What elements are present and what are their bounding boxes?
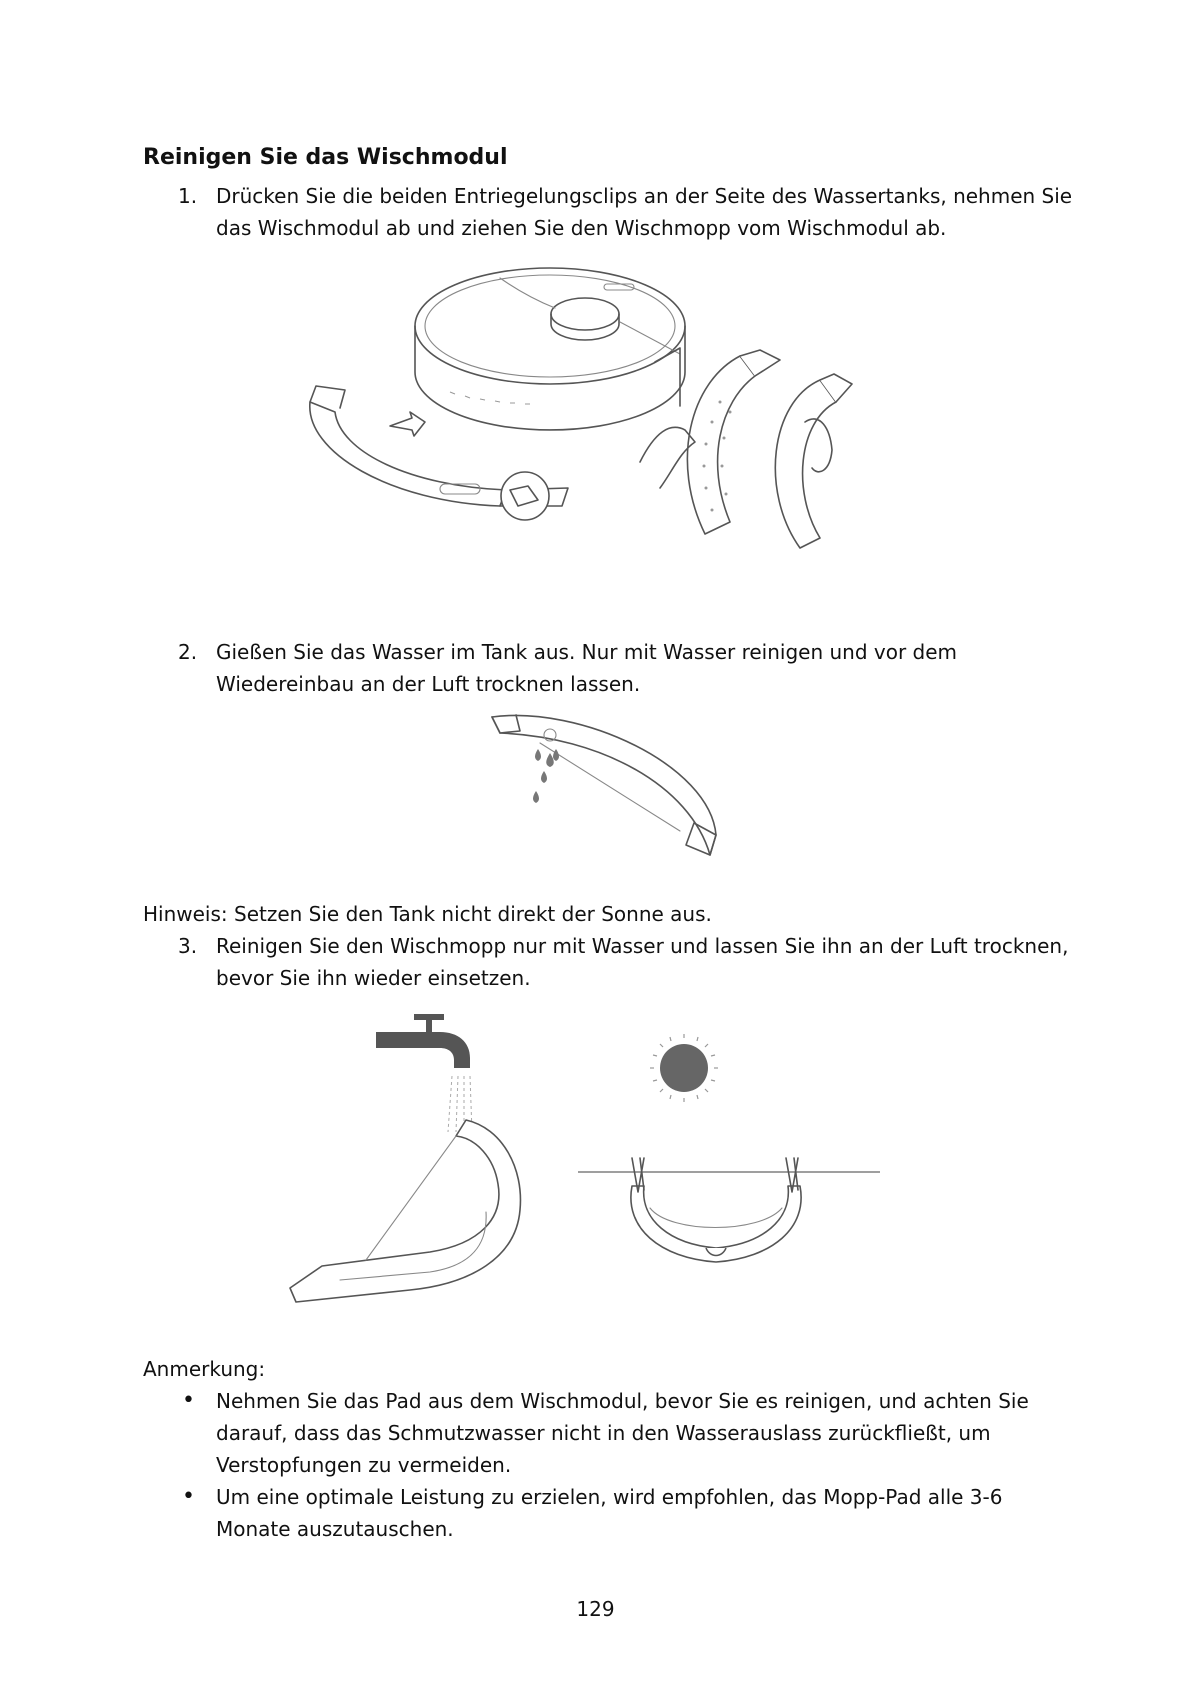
wash-and-dry-mop-illustration [280, 1008, 900, 1308]
page-number: 129 [576, 1597, 615, 1621]
mop-pad-right [775, 374, 852, 548]
bullet-text: Um eine optimale Leistung zu erzielen, wird empfohlen, das Mopp-Pad alle 3-6 Monate auszutauschen. [216, 1485, 1003, 1541]
step-number: 2. [178, 640, 198, 664]
mop-pad-drying [631, 1186, 801, 1262]
empty-water-tank-illustration [480, 705, 740, 875]
step-text: Reinigen Sie den Wischmopp nur mit Wasser und lassen Sie ihn an der Luft trocknen, bevor Sie ihn wieder einsetzen. [216, 934, 1069, 990]
step-number: 3. [178, 934, 198, 958]
step-number: 1. [178, 184, 198, 208]
note-label: Anmerkung: [143, 1357, 266, 1381]
sun-icon [650, 1034, 718, 1102]
step-text: Drücken Sie die beiden Entriegelungsclips an der Seite des Wassertanks, nehmen Sie das Wischmodul ab und ziehen Sie den Wischmopp vom Wischmodul ab. [216, 184, 1073, 240]
hint-text: Hinweis: Setzen Sie den Tank nicht direkt der Sonne aus. [143, 902, 712, 926]
clothespin-icons [632, 1158, 798, 1192]
step-text: Gießen Sie das Wasser im Tank aus. Nur mit Wasser reinigen und vor dem Wiedereinbau an der Luft trocknen lassen. [216, 640, 958, 696]
bullet-icon: • [182, 1484, 195, 1509]
remove-mop-module-illustration [300, 262, 920, 592]
mop-pad-left [640, 350, 780, 534]
mop-pad-washing [290, 1120, 520, 1302]
section-title: Reinigen Sie das Wischmodul [143, 145, 508, 170]
robot-vacuum [415, 268, 685, 430]
release-clip-detail [501, 472, 549, 520]
water-drop-icons [533, 749, 559, 803]
bullet-text: Nehmen Sie das Pad aus dem Wischmodul, bevor Sie es reinigen, und achten Sie darauf, dass das Schmutzwasser nicht in den Wasserauslass zurückfließt, um Verstopfungen zu vermeiden. [216, 1389, 1029, 1477]
faucet-icon [376, 1014, 470, 1068]
bullet-icon: • [182, 1388, 195, 1413]
